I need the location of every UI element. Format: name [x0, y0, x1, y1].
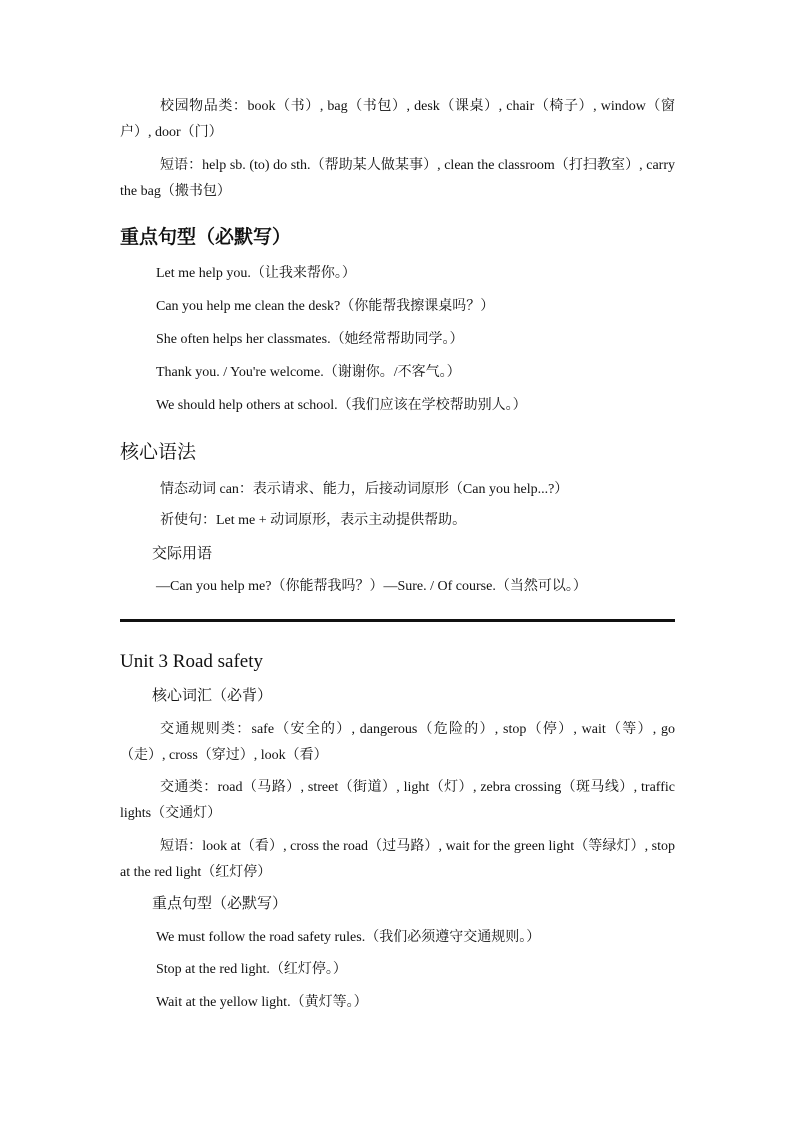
sentence-item: She often helps her classmates.（她经常帮助同学。） [156, 332, 464, 347]
vocab-heading: 核心词汇（必背） [152, 688, 273, 704]
sentence-item: We should help others at school.（我们应该在学校帮助别人。） [156, 398, 527, 413]
sentence-item: Wait at the yellow light.（黄灯等。） [156, 995, 368, 1010]
sentence-item: Stop at the red light.（红灯停。） [156, 962, 347, 977]
sentence-item: Let me help you.（让我来帮你。） [156, 266, 356, 281]
grammar-item: 祈使句：Let me + 动词原形，表示主动提供帮助。 [160, 513, 467, 528]
sentence-item: Can you help me clean the desk?（你能帮我擦课桌吗？） [156, 299, 495, 314]
vocab-school-items: 校园物品类：book（书）, bag（书包）, desk（课桌）, chair（椅子）, window（窗户）, door（门） [120, 99, 675, 140]
vocab-traffic: 交通类：road（马路）, street（街道）, light（灯）, zebra crossing（斑马线）, traffic lights（交通灯） [120, 780, 675, 821]
vocab-phrases: 短语：look at（看）, cross the road（过马路）, wait for the green light（等绿灯）, stop at the red light（红灯停） [120, 839, 675, 880]
sentence-item: Thank you. / You're welcome.（谢谢你。/不客气。） [156, 365, 461, 380]
vocab-phrases: 短语：help sb. (to) do sth.（帮助某人做某事）, clean the classroom（打扫教室）, carry the bag（搬书包） [120, 158, 675, 199]
communication-heading: 交际用语 [152, 546, 213, 562]
vocab-rules: 交通规则类：safe（安全的）, dangerous（危险的）, stop（停）, wait（等）, go（走）, cross（穿过）, look（看） [120, 722, 675, 763]
sentence-item: We must follow the road safety rules.（我们必须遵守交通规则。） [156, 930, 541, 945]
grammar-heading: 核心语法 [120, 442, 197, 463]
communication-dialogue: —Can you help me?（你能帮我吗？）—Sure. / Of course.（当然可以。） [156, 579, 587, 594]
unit-title: Unit 3 Road safety [120, 651, 264, 672]
grammar-item: 情态动词 can：表示请求、能力，后接动词原形（Can you help...?） [160, 482, 569, 497]
sentences-heading: 重点句型（必默写） [152, 896, 288, 912]
sentences-heading: 重点句型（必默写） [120, 227, 292, 248]
section-divider [120, 619, 675, 622]
